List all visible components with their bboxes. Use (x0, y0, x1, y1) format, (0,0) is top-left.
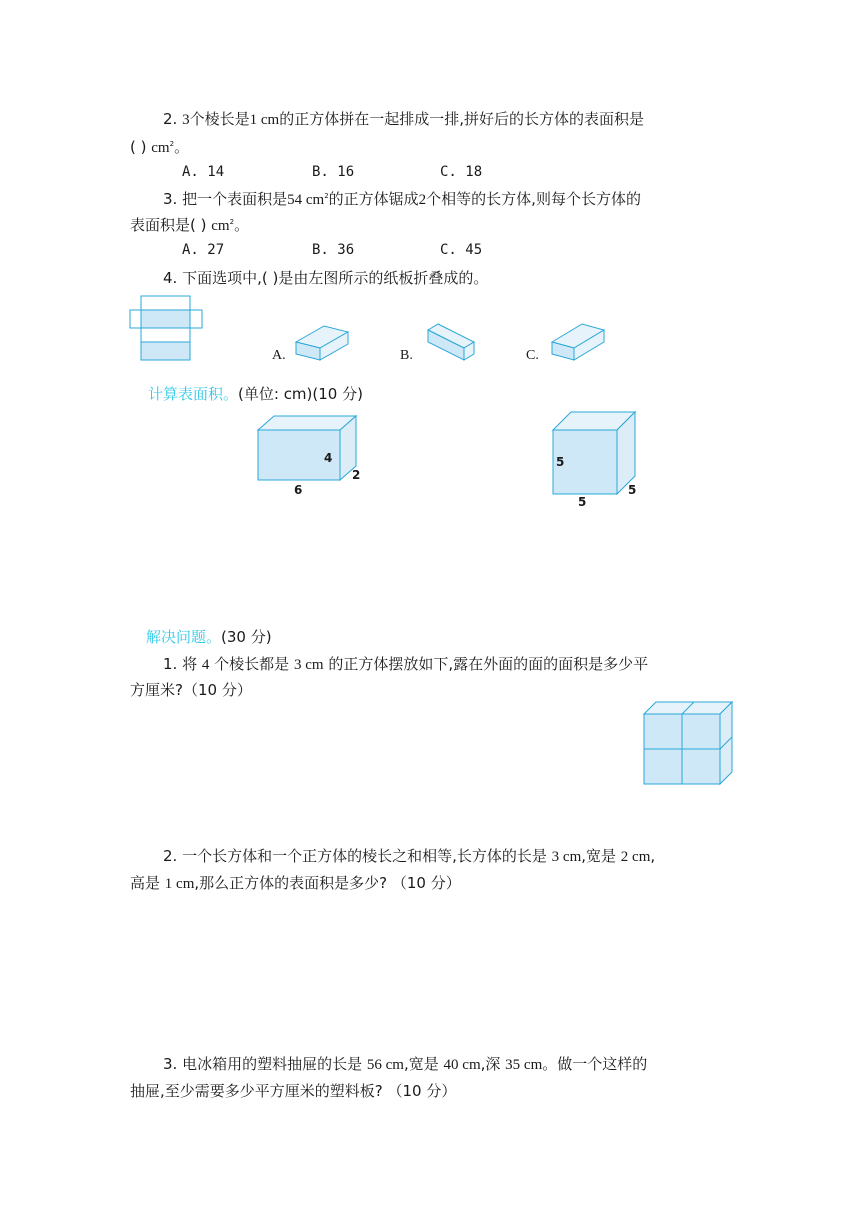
q3-text-e: 个相等的长方体,则每个长方体的 (426, 190, 641, 208)
q2-answer-blank: ( ) (130, 138, 147, 156)
cube-depth-label: 5 (628, 483, 637, 497)
q3-line2-text: 表面积是( ) (130, 216, 207, 234)
p3-length: 56 cm (366, 1057, 404, 1073)
question-2-line2 (130, 136, 189, 157)
option-c-box (548, 320, 608, 364)
q3-unit: cm (211, 218, 230, 234)
q3-option-a: A. 27 (182, 242, 225, 258)
q2-unit: cm (151, 140, 170, 156)
p2-number: 2. (163, 847, 178, 865)
q3-number: 3. (163, 190, 178, 208)
q3-end: 。 (234, 216, 250, 234)
question-4 (163, 267, 488, 288)
q3-unit-sup: 2 (229, 218, 235, 226)
cuboid-length-label: 6 (294, 483, 303, 497)
p3-number: 3. (163, 1055, 178, 1073)
problem-2-line1 (163, 845, 655, 866)
q2-text-d: 的正方体拼在一起排成一排,拼好后的长方体的表面积是 (279, 110, 644, 128)
p2-line2-a: 高是 (130, 874, 161, 892)
problem-3-line1 (163, 1053, 647, 1074)
q4-option-a-label: A. (272, 348, 286, 363)
p1-text-c: 个棱长都是 (214, 655, 290, 673)
p2-text-e: , (650, 847, 656, 865)
q2-count: 3 (182, 112, 190, 128)
section-solve-heading (146, 626, 272, 647)
cube-length-label: 5 (578, 495, 587, 509)
q4-option-b-label: B. (400, 348, 413, 363)
q3-text-c: 的正方体锯成 (328, 190, 419, 208)
p3-text-a: 电冰箱用的塑料抽屉的长是 (182, 1055, 363, 1073)
q3-option-c: C. 45 (440, 242, 483, 258)
cuboid-width-label: 2 (352, 468, 361, 482)
p2-line2-c: ,那么正方体的表面积是多少? （10 分） (194, 874, 461, 892)
q3-option-b: B. 36 (312, 242, 355, 258)
p1-text-e: 的正方体摆放如下,露在外面的面的面积是多少平 (328, 655, 649, 673)
problem-1-line1 (163, 653, 648, 674)
p3-depth: 35 cm (505, 1057, 543, 1073)
q2-end: 。 (174, 138, 190, 156)
section-solve-title: 解决问题。 (146, 628, 222, 646)
p3-text-g: 。做一个这样的 (542, 1055, 648, 1073)
question-3-line2 (130, 214, 249, 235)
problem-2-line2 (130, 872, 461, 893)
section-solve-rest: (30 分) (221, 628, 272, 646)
q2-unit-sup: 2 (169, 140, 175, 148)
problem-3-line2: 抽屉,至少需要多少平方厘米的塑料板? （10 分） (130, 1082, 457, 1100)
question-2-line1 (163, 108, 644, 129)
q2-option-a: A. 14 (182, 164, 225, 180)
cube-height-label: 5 (556, 455, 565, 469)
q2-option-c: C. 18 (440, 164, 483, 180)
p3-width: 40 cm (443, 1057, 481, 1073)
option-b-box (424, 322, 480, 364)
q2-number: 2. (163, 110, 178, 128)
q2-option-b: B. 16 (312, 164, 355, 180)
p1-count: 4 (201, 657, 210, 673)
cuboid-height-label: 4 (324, 451, 333, 465)
q2-edge: 1 cm (249, 112, 280, 128)
option-a-box (292, 322, 352, 364)
cuboid-figure (256, 414, 366, 500)
q4-number: 4. (163, 269, 178, 287)
p1-edge: 3 cm (293, 657, 324, 673)
p2-text-a: 一个长方体和一个正方体的棱长之和相等,长方体的长是 (182, 847, 547, 865)
section-calc-rest: (单位: cm)(10 分) (238, 385, 363, 403)
p2-length: 3 cm (551, 849, 582, 865)
q3-area-sup: 2 (324, 192, 329, 200)
p2-width: 2 cm (620, 849, 651, 865)
problem-1-line2: 方厘米?（10 分） (130, 681, 252, 699)
q3-text-a: 把一个表面积是 (182, 190, 288, 208)
question-3-line1 (163, 188, 641, 209)
box-net-diagram (128, 294, 208, 364)
q4-option-c-label: C. (526, 348, 539, 363)
p2-text-c: ,宽是 (581, 847, 617, 865)
section-calc-title: 计算表面积。 (148, 385, 239, 403)
q2-text-b: 个棱长是 (189, 110, 250, 128)
q3-pieces: 2 (418, 192, 427, 208)
cube-stack-figure (642, 700, 734, 788)
section-calc-heading (148, 383, 363, 404)
p2-height: 1 cm (164, 876, 195, 892)
p3-text-e: ,深 (480, 1055, 501, 1073)
p1-text-a: 将 (182, 655, 198, 673)
p1-number: 1. (163, 655, 178, 673)
q4-text: 下面选项中,( )是由左图所示的纸板折叠成的。 (182, 269, 489, 287)
p3-text-c: ,宽是 (403, 1055, 439, 1073)
q3-area: 54 cm (287, 192, 325, 208)
